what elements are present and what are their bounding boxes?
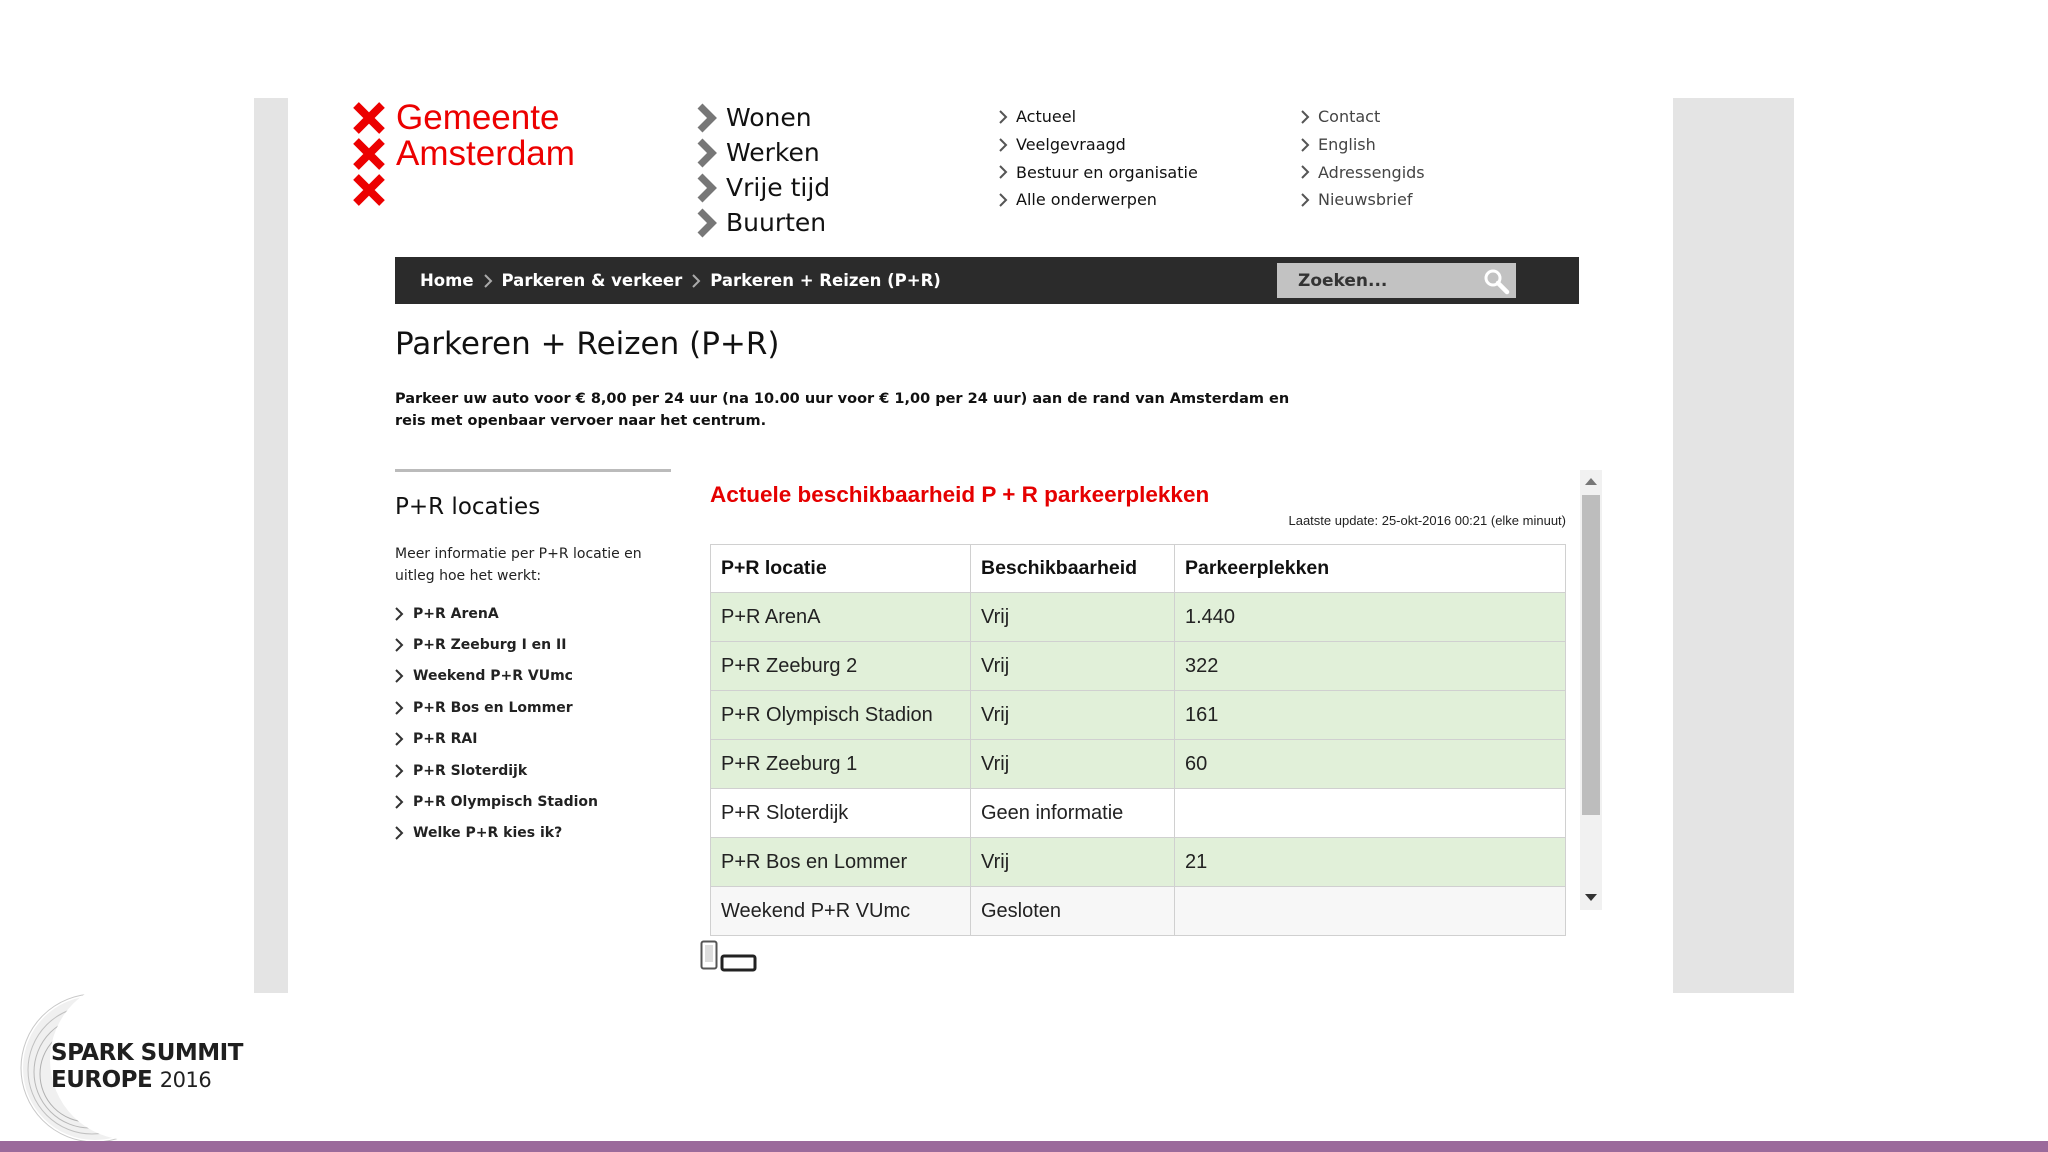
chevron-right-icon <box>1300 138 1310 152</box>
cell-location: P+R ArenA <box>711 593 971 642</box>
main-nav-werken[interactable] <box>696 135 830 170</box>
availability-scrollbar[interactable] <box>1580 470 1602 910</box>
main-nav-label: Vrije tijd <box>726 173 831 202</box>
main-nav-label: Buurten <box>726 208 827 237</box>
sec-nav-label: Actueel <box>1016 107 1077 127</box>
cell-location: P+R Bos en Lommer <box>711 838 971 887</box>
sidebar-item-sloterdijk[interactable] <box>394 755 598 786</box>
availability-title: Actuele beschikbaarheid P + R parkeerplekken <box>710 482 1210 507</box>
chevron-right-icon <box>394 701 404 715</box>
spark-summit-europe-logo <box>51 1040 243 1093</box>
chevron-right-icon <box>394 764 404 778</box>
main-nav-label: Wonen <box>726 103 812 132</box>
conference-region: EUROPE <box>51 1067 153 1093</box>
cell-status: Vrij <box>971 740 1175 789</box>
sidebar-item-label: P+R Bos en Lommer <box>413 699 573 716</box>
sidebar-description: Meer informatie per P+R locatie en uitleg hoe het werkt: <box>395 546 642 584</box>
column-header-availability: Beschikbaarheid <box>971 545 1175 593</box>
cell-location: P+R Sloterdijk <box>711 789 971 838</box>
sidebar-item-label: P+R Zeeburg I en II <box>413 637 567 654</box>
table-header-row <box>711 545 1566 593</box>
main-nav-vrije-tijd[interactable] <box>696 170 830 205</box>
page-gutter-right <box>1673 98 1794 993</box>
main-nav-buurten[interactable] <box>696 205 830 240</box>
sidebar-title: P+R locaties <box>395 494 541 520</box>
breadcrumb-home[interactable]: Home <box>420 271 474 290</box>
sidebar-item-label: P+R Sloterdijk <box>413 762 528 779</box>
last-update-text: Laatste update: 25-okt-2016 00:21 (elke minuut) <box>1288 513 1566 528</box>
table-row <box>711 691 1566 740</box>
chevron-right-icon <box>394 607 404 621</box>
andreas-cross-icon <box>352 101 386 135</box>
page-intro: Parkeer uw auto voor € 8,00 per 24 uur (na 10.00 uur voor € 1,00 per 24 uur) aan de rand van Amsterdam en reis met openbaar vervoer naar het centrum. <box>395 391 1290 429</box>
sec-nav-alle-onderwerpen[interactable] <box>998 186 1198 214</box>
cell-location: P+R Zeeburg 2 <box>711 642 971 691</box>
search-icon[interactable] <box>1482 267 1510 295</box>
sec-nav-label: Contact <box>1318 107 1381 127</box>
sec-nav-veelgevraagd[interactable] <box>998 131 1198 159</box>
table-row <box>711 789 1566 838</box>
conference-name: SPARK SUMMIT <box>51 1040 243 1066</box>
cell-spots: 322 <box>1175 642 1566 691</box>
sec-nav-actueel[interactable] <box>998 103 1198 131</box>
chevron-right-icon <box>696 173 718 203</box>
chevron-right-icon <box>696 138 718 168</box>
sidebar-item-arena[interactable] <box>394 598 598 629</box>
andreas-cross-icon <box>352 173 386 207</box>
page-gutter-left <box>254 98 288 993</box>
cell-spots: 60 <box>1175 740 1566 789</box>
availability-frame <box>700 470 1604 922</box>
sidebar-location-list <box>394 598 598 849</box>
page-title: Parkeren + Reizen (P+R) <box>395 326 780 362</box>
table-row <box>711 887 1566 936</box>
sec-nav-label: Adressengids <box>1318 162 1425 182</box>
secondary-navigation-2 <box>1300 103 1425 214</box>
scroll-thumb[interactable] <box>1582 495 1600 815</box>
breadcrumb-current-page[interactable]: Parkeren + Reizen (P+R) <box>710 271 941 290</box>
chevron-right-icon <box>998 165 1008 179</box>
sidebar-item-label: P+R ArenA <box>413 605 499 622</box>
table-row <box>711 740 1566 789</box>
cell-status: Vrij <box>971 593 1175 642</box>
cell-status: Vrij <box>971 691 1175 740</box>
sec-nav-label: English <box>1318 135 1376 155</box>
breadcrumb <box>420 257 941 304</box>
sidebar-item-bos-en-lommer[interactable] <box>394 692 598 723</box>
main-nav-label: Werken <box>726 138 820 167</box>
chevron-right-icon <box>394 826 404 840</box>
column-header-location: P+R locatie <box>711 545 971 593</box>
search-box <box>1277 263 1516 298</box>
chevron-right-icon <box>998 138 1008 152</box>
conference-region-year <box>51 1067 243 1093</box>
cell-spots: 1.440 <box>1175 593 1566 642</box>
sidebar-item-welke-pr[interactable] <box>394 818 598 849</box>
sidebar-item-rai[interactable] <box>394 724 598 755</box>
chevron-right-icon <box>1300 193 1310 207</box>
cell-location: P+R Olympisch Stadion <box>711 691 971 740</box>
sec-nav-label: Veelgevraagd <box>1016 135 1126 155</box>
chevron-right-icon <box>998 110 1008 124</box>
chevron-right-icon <box>394 638 404 652</box>
scroll-down-arrow-icon[interactable] <box>1585 894 1597 901</box>
chevron-right-icon <box>394 795 404 809</box>
scroll-up-arrow-icon[interactable] <box>1585 478 1597 485</box>
availability-table <box>710 544 1566 936</box>
andreas-cross-icon <box>352 137 386 171</box>
cell-location: P+R Zeeburg 1 <box>711 740 971 789</box>
cell-spots <box>1175 887 1566 936</box>
cell-status: Vrij <box>971 642 1175 691</box>
chevron-right-icon <box>1300 165 1310 179</box>
cell-status: Vrij <box>971 838 1175 887</box>
chevron-right-icon <box>691 274 701 288</box>
column-header-spots: Parkeerplekken <box>1175 545 1566 593</box>
sidebar-divider <box>395 469 671 472</box>
cell-location: Weekend P+R VUmc <box>711 887 971 936</box>
breadcrumb-bar <box>395 257 1579 304</box>
sidebar-item-label: P+R RAI <box>413 731 478 748</box>
chevron-right-icon <box>998 193 1008 207</box>
sidebar-item-label: Weekend P+R VUmc <box>413 668 573 685</box>
table-row <box>711 838 1566 887</box>
cell-spots <box>1175 789 1566 838</box>
sec-nav-label: Bestuur en organisatie <box>1016 162 1198 182</box>
chevron-right-icon <box>394 732 404 746</box>
cell-spots: 161 <box>1175 691 1566 740</box>
main-nav-wonen[interactable] <box>696 100 830 135</box>
gemeente-amsterdam-logo[interactable] <box>352 100 575 208</box>
table-row <box>711 593 1566 642</box>
sidebar-item-label: Welke P+R kies ik? <box>413 825 563 842</box>
logo-word-2: Amsterdam <box>396 134 575 173</box>
sec-nav-contact[interactable] <box>1300 103 1425 131</box>
cell-spots: 21 <box>1175 838 1566 887</box>
sidebar-item-label: P+R Olympisch Stadion <box>413 794 598 811</box>
conference-year: 2016 <box>159 1068 212 1092</box>
chevron-right-icon <box>696 103 718 133</box>
sec-nav-nieuwsbrief[interactable] <box>1300 186 1425 214</box>
sec-nav-adressengids[interactable] <box>1300 158 1425 186</box>
search-input[interactable] <box>1277 270 1490 292</box>
device-rotate-icon[interactable] <box>700 940 760 972</box>
chevron-right-icon <box>696 208 718 238</box>
footer-accent-bar <box>0 1141 2048 1152</box>
chevron-right-icon <box>394 669 404 683</box>
sec-nav-bestuur[interactable] <box>998 158 1198 186</box>
breadcrumb-parkeren-verkeer[interactable]: Parkeren & verkeer <box>501 271 683 290</box>
sec-nav-english[interactable] <box>1300 131 1425 159</box>
sec-nav-label: Nieuwsbrief <box>1318 190 1413 210</box>
sidebar-item-weekend-vumc[interactable] <box>394 661 598 692</box>
secondary-navigation-1 <box>998 103 1198 214</box>
sec-nav-label: Alle onderwerpen <box>1016 190 1157 210</box>
logo-word-1: Gemeente <box>396 98 560 137</box>
table-row <box>711 642 1566 691</box>
cell-status: Geen informatie <box>971 789 1175 838</box>
chevron-right-icon <box>1300 110 1310 124</box>
chevron-right-icon <box>483 274 493 288</box>
sidebar-item-olympisch-stadion[interactable] <box>394 786 598 817</box>
cell-status: Gesloten <box>971 887 1175 936</box>
main-navigation <box>696 100 830 240</box>
sidebar-item-zeeburg[interactable] <box>394 629 598 660</box>
